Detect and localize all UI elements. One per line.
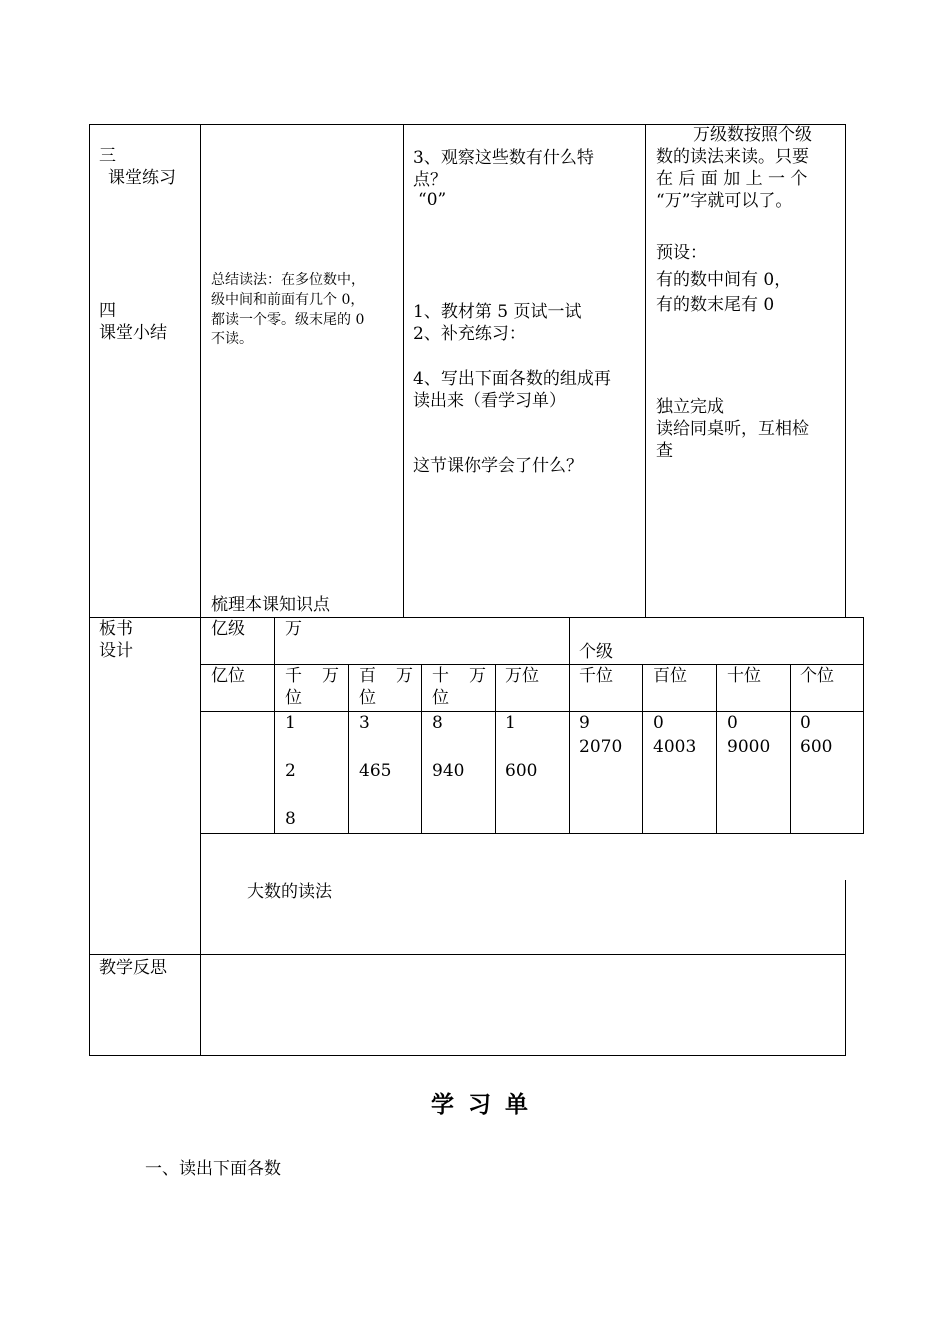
digit-qianwan-3: 8 xyxy=(285,809,296,829)
col2-divider xyxy=(403,124,404,618)
place-yi: 亿位 xyxy=(211,666,245,686)
board-col-shiwan xyxy=(421,664,422,833)
place-baiwan: 百 万 位 xyxy=(359,666,413,708)
place-shiwan: 十 万 位 xyxy=(432,666,486,708)
place-qianwan: 千 万 位 xyxy=(285,666,339,708)
board-place-line xyxy=(200,711,864,712)
digit-bai-1: 0 xyxy=(653,713,664,733)
summary-line-1: 总结读法：在多位数中， xyxy=(211,272,365,288)
question3-line-3: “0” xyxy=(418,190,447,210)
digit-shiwan-2: 940 xyxy=(432,761,465,781)
digit-baiwan-2: 465 xyxy=(359,761,392,781)
board-col-bai xyxy=(642,664,643,833)
board-bottom-line xyxy=(200,833,864,834)
independent-text: 独立完成 xyxy=(656,397,724,417)
summary-line-4: 不读。 xyxy=(211,331,253,347)
reflection-top-line xyxy=(89,954,846,955)
board-label-line-1: 板书 xyxy=(99,619,133,639)
preset-line-2: 有的数末尾有 0 xyxy=(656,295,775,315)
board-col-baiwan xyxy=(348,664,349,833)
section3-name: 课堂练习 xyxy=(108,168,176,188)
knowledge-review-text: 梳理本课知识点 xyxy=(211,595,330,615)
exercise-1: 1、教材第 5 页试一试 xyxy=(413,302,582,322)
digit-qian-1: 9 xyxy=(579,713,590,733)
board-grid-right xyxy=(863,617,864,833)
col1-divider xyxy=(200,124,201,1056)
board-right-lower xyxy=(845,880,846,1056)
rule-line-1: 万级数按照个级 xyxy=(693,125,812,145)
level-yi: 亿级 xyxy=(211,619,245,639)
digit-shiwan-1: 8 xyxy=(432,713,443,733)
section4-name: 课堂小结 xyxy=(99,323,167,343)
worksheet-item-1: 一、读出下面各数 xyxy=(145,1159,281,1179)
level-ge: 个级 xyxy=(579,642,613,662)
board-col-wan-group xyxy=(569,617,570,833)
board-col-wanwei xyxy=(495,664,496,833)
rule-line-4: “万”字就可以了。 xyxy=(656,191,793,211)
place-shi: 十位 xyxy=(727,666,761,686)
summary-line-3: 都读一个零。级末尾的 0 xyxy=(211,312,365,328)
digit-bai-2: 4003 xyxy=(653,737,697,757)
preset-line-1: 有的数中间有 0， xyxy=(656,270,792,290)
digit-ge-1: 0 xyxy=(800,713,811,733)
col3-divider xyxy=(645,124,646,618)
peer-check-line-1: 读给同桌听，互相检 xyxy=(656,419,809,439)
digit-shi-2: 9000 xyxy=(727,737,771,757)
rule-line-2: 数的读法来读。只要 xyxy=(656,147,809,167)
digit-baiwan-1: 3 xyxy=(359,713,370,733)
worksheet-title: 学习单 xyxy=(431,1092,542,1118)
section3-number: 三 xyxy=(99,146,116,166)
table-bottom-border xyxy=(89,1055,846,1056)
summary-question: 这节课你学会了什么？ xyxy=(413,456,583,476)
digit-qianwan-2: 2 xyxy=(285,761,296,781)
board-col-ge xyxy=(790,664,791,833)
question3-line-1: 3、观察这些数有什么特 xyxy=(413,148,594,168)
digit-qianwan-1: 1 xyxy=(285,713,296,733)
digit-qian-2: 2070 xyxy=(579,737,623,757)
digit-wan-1: 1 xyxy=(505,713,516,733)
preset-label: 预设： xyxy=(656,243,707,263)
board-col-shi xyxy=(716,664,717,833)
level-wan: 万 xyxy=(285,619,302,639)
table-left-border xyxy=(89,124,90,1056)
place-bai: 百位 xyxy=(653,666,687,686)
place-wan: 万位 xyxy=(505,666,539,686)
table-right-border-upper xyxy=(845,124,846,618)
board-topic: 大数的读法 xyxy=(247,882,332,902)
peer-check-line-2: 查 xyxy=(656,441,673,461)
board-label-line-2: 设计 xyxy=(99,641,133,661)
rule-line-3: 在 后 面 加 上 一 个 xyxy=(656,169,808,189)
question4-line-1: 4、写出下面各数的组成再 xyxy=(413,369,611,389)
section4-number: 四 xyxy=(99,301,116,321)
digit-wan-2: 600 xyxy=(505,761,538,781)
digit-ge-2: 600 xyxy=(800,737,833,757)
board-top-line xyxy=(89,617,864,618)
digit-shi-1: 0 xyxy=(727,713,738,733)
place-qian: 千位 xyxy=(579,666,613,686)
place-ge: 个位 xyxy=(800,666,834,686)
reflection-label: 教学反思 xyxy=(99,958,167,978)
question3-line-2: 点？ xyxy=(413,170,447,190)
exercise-2: 2、补充练习： xyxy=(413,324,526,344)
summary-line-2: 级中间和前面有几个 0， xyxy=(211,292,365,308)
board-col-yi xyxy=(274,617,275,833)
question4-line-2: 读出来（看学习单） xyxy=(413,391,566,411)
